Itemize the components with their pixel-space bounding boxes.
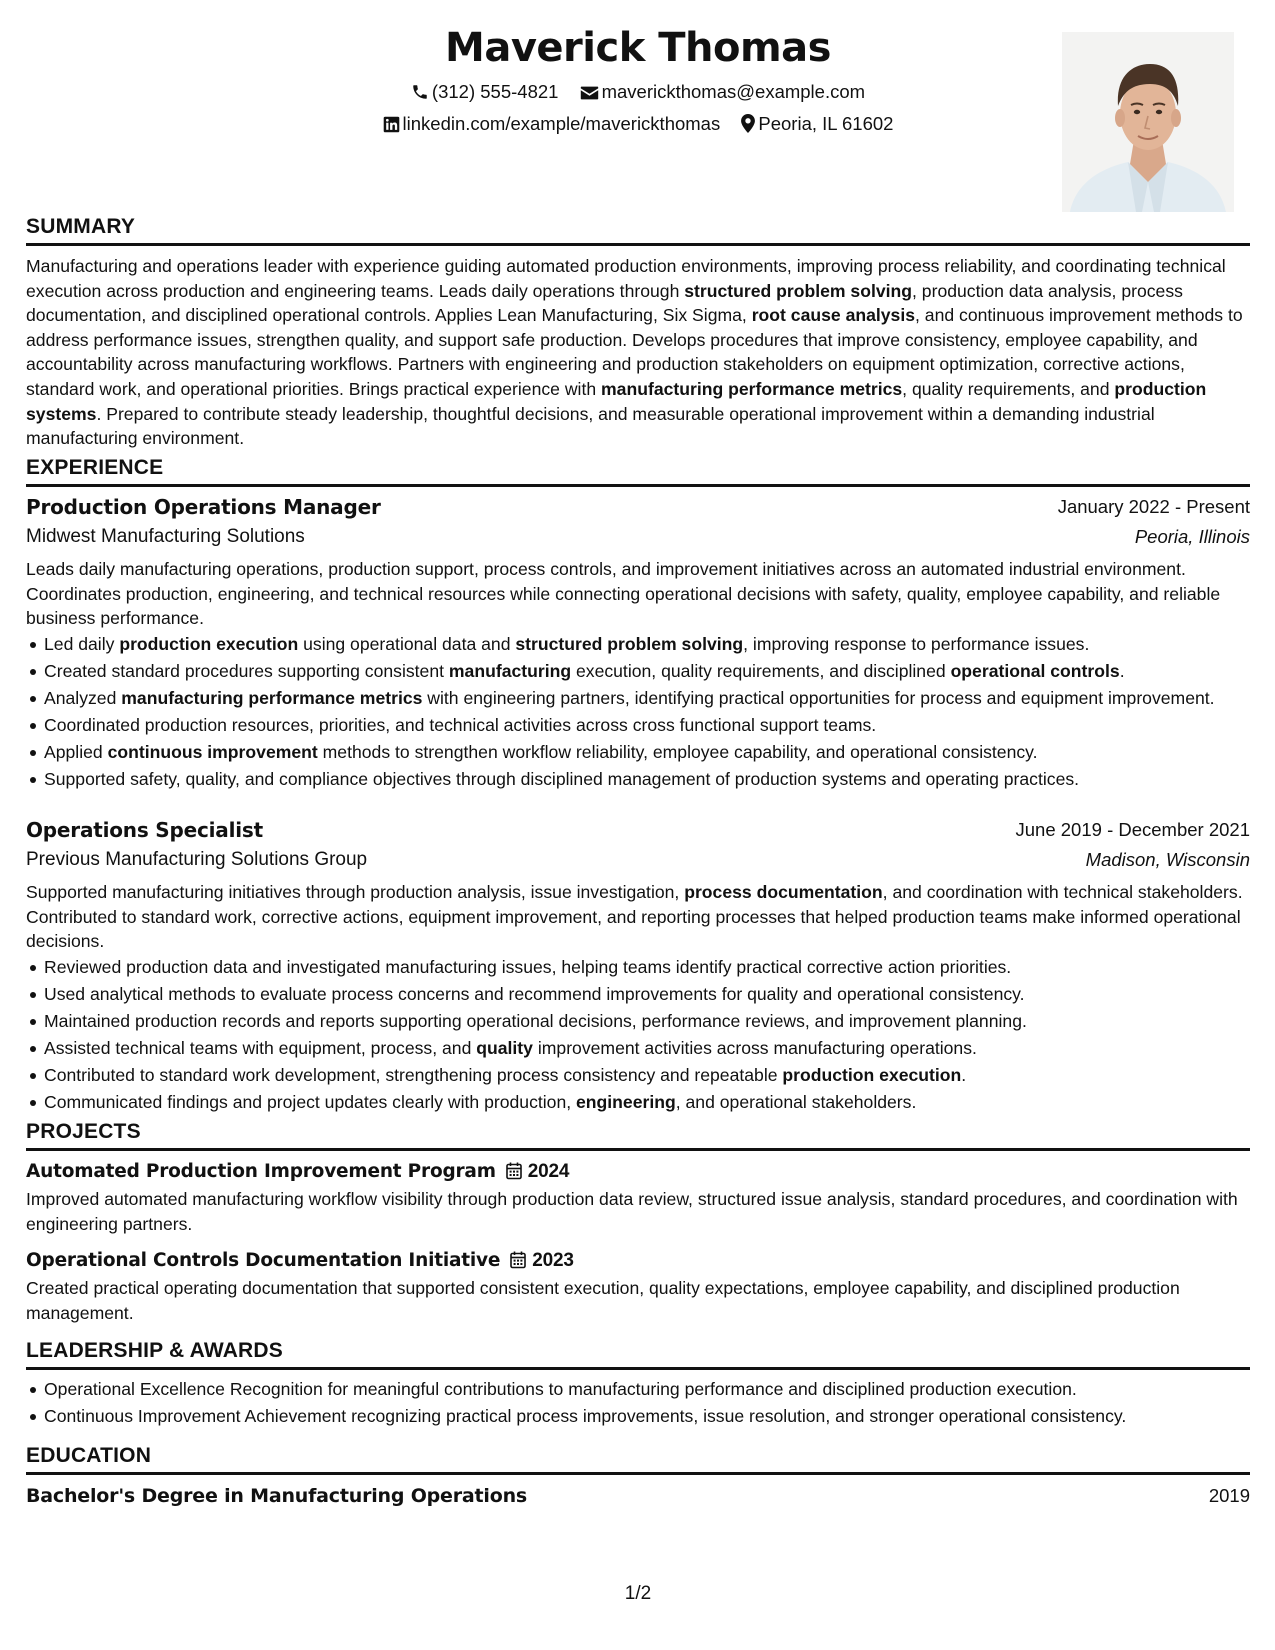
summary-text bbox=[26, 254, 1250, 451]
job-description-text: Supported manufacturing initiatives through production analysis, issue investigation, bbox=[26, 882, 685, 902]
candidate-name: Maverick Thomas bbox=[445, 25, 831, 71]
job-description-keyword: process documentation bbox=[684, 882, 883, 902]
job-location: Madison, Wisconsin bbox=[1085, 849, 1250, 870]
projects-heading: PROJECTS bbox=[26, 1119, 1250, 1151]
email-text: maverickthomas@example.com bbox=[601, 81, 866, 102]
project-description: Improved automated manufacturing workflow visibility through production data review, structured issue analysis, standard procedures, and coordination with engineering partners. bbox=[26, 1189, 1238, 1234]
project-entry bbox=[26, 1247, 1250, 1325]
job-title: Operations Specialist bbox=[26, 818, 263, 842]
graduation-year: 2019 bbox=[1208, 1485, 1250, 1506]
linkedin-icon bbox=[383, 116, 400, 133]
job-dates: January 2022 - Present bbox=[1057, 496, 1250, 517]
location-contact bbox=[741, 112, 893, 136]
calendar-icon bbox=[510, 1251, 526, 1269]
degree-name: Bachelor's Degree in Manufacturing Operations bbox=[26, 1485, 528, 1507]
list-item: Analyzed manufacturing performance metrics with engineering partners, identifying practical opportunities for process and equipment improvement. bbox=[44, 686, 1250, 711]
list-item: Reviewed production data and investigated manufacturing issues, helping teams identify practical corrective action priorities. bbox=[44, 955, 1250, 980]
company-name: Midwest Manufacturing Solutions bbox=[26, 526, 305, 547]
summary-text-segment: , and continuous improvement methods to address performance issues, strengthen quality, and support safe production. Develops procedures that improve consistency, employee capability, and accountability across manufacturing workflows. Partners with engineering and production stakeholders on equipment optimization, corrective actions, standard work, and operational priorities. Brings practical experience with bbox=[26, 305, 1243, 399]
summary-section bbox=[26, 254, 1250, 451]
map-pin-icon bbox=[741, 114, 755, 133]
project-year: 2024 bbox=[527, 1161, 570, 1182]
leadership-heading: LEADERSHIP & AWARDS bbox=[26, 1338, 1250, 1370]
list-item: Maintained production records and reports supporting operational decisions, performance reviews, and improvement planning. bbox=[44, 1009, 1250, 1034]
summary-text-segment: , production data analysis, process documentation, and disciplined operational controls. Applies Lean Manufacturing, Six Sigma, bbox=[26, 280, 1183, 326]
phone-icon bbox=[411, 83, 429, 101]
project-description: Created practical operating documentation that supported consistent execution, quality expectations, employee capability, and disciplined production management. bbox=[26, 1278, 1180, 1323]
summary-text-segment: , quality requirements, and bbox=[902, 378, 1115, 399]
project-name: Operational Controls Documentation Initiative bbox=[26, 1250, 501, 1271]
company-name: Previous Manufacturing Solutions Group bbox=[26, 849, 368, 870]
linkedin-contact[interactable] bbox=[383, 112, 721, 136]
list-item: Contributed to standard work development, strengthening process consistency and repeatable production execution. bbox=[44, 1063, 1250, 1088]
linkedin-text: linkedin.com/example/maverickthomas bbox=[402, 113, 721, 134]
job-description-text: , and coordination with technical stakeholders. Contributed to standard work, corrective actions, equipment improvement, and reporting processes that helped production teams make informed operational decisions. bbox=[26, 882, 1243, 952]
experience-heading: EXPERIENCE bbox=[26, 455, 1250, 487]
list-item: Communicated findings and project updates clearly with production, engineering, and operational stakeholders. bbox=[44, 1090, 1250, 1115]
list-item: Operational Excellence Recognition for meaningful contributions to manufacturing performance and disciplined production execution. bbox=[44, 1377, 1250, 1402]
project-name: Automated Production Improvement Program bbox=[26, 1161, 496, 1182]
project-title bbox=[26, 1247, 1250, 1275]
calendar-icon bbox=[506, 1162, 522, 1180]
summary-keyword: manufacturing performance metrics bbox=[601, 378, 903, 399]
job-location: Peoria, Illinois bbox=[1134, 526, 1250, 547]
phone-contact[interactable] bbox=[411, 80, 559, 104]
leadership-section bbox=[26, 1377, 1250, 1431]
profile-photo bbox=[1062, 32, 1234, 212]
list-item: Led daily production execution using operational data and structured problem solving, improving response to performance issues. bbox=[44, 632, 1250, 657]
summary-keyword: production systems bbox=[26, 378, 1207, 424]
envelope-icon bbox=[580, 85, 599, 101]
project-entry bbox=[26, 1158, 1250, 1236]
location-text: Peoria, IL 61602 bbox=[758, 113, 894, 134]
list-item: Supported safety, quality, and compliance objectives through disciplined management of production systems and operating practices. bbox=[44, 767, 1250, 792]
job-description bbox=[26, 557, 1250, 631]
summary-keyword: structured problem solving bbox=[684, 280, 913, 301]
project-title bbox=[26, 1158, 1250, 1186]
job-bullets bbox=[26, 955, 1250, 1115]
phone-text: (312) 555-4821 bbox=[431, 81, 559, 102]
job-title: Production Operations Manager bbox=[26, 495, 381, 519]
awards-list bbox=[26, 1377, 1250, 1429]
list-item: Continuous Improvement Achievement recognizing practical process improvements, issue resolution, and stronger operational consistency. bbox=[44, 1404, 1250, 1429]
project-year: 2023 bbox=[532, 1250, 574, 1271]
list-item: Applied continuous improvement methods to strengthen workflow reliability, employee capability, and operational consistency. bbox=[44, 740, 1250, 765]
email-contact[interactable] bbox=[580, 80, 865, 104]
list-item: Used analytical methods to evaluate process concerns and recommend improvements for quality and operational consistency. bbox=[44, 982, 1250, 1007]
education-entry bbox=[26, 1482, 1250, 1512]
job-bullets bbox=[26, 632, 1250, 792]
job-entry bbox=[26, 816, 1250, 1117]
summary-text-segment: . Prepared to contribute steady leadership, thoughtful decisions, and measurable operational improvement within a demanding industrial manufacturing environment. bbox=[26, 403, 1155, 449]
job-description bbox=[26, 880, 1250, 954]
resume-page bbox=[26, 0, 1250, 1650]
summary-heading: SUMMARY bbox=[26, 214, 1250, 246]
summary-text-segment: Manufacturing and operations leader with experience guiding automated production environments, improving process reliability, and coordinating technical execution across production and engineering teams. Leads daily operations through bbox=[26, 256, 1226, 301]
job-description-text: Leads daily manufacturing operations, production support, process controls, and improvement initiatives across an automated industrial environment. Coordinates production, engineering, and technical resources while connecting operational decisions with safety, quality, employee capability, and reliable business performance. bbox=[26, 559, 1221, 629]
list-item: Created standard procedures supporting consistent manufacturing execution, quality requirements, and disciplined operational controls. bbox=[44, 659, 1250, 684]
summary-keyword: root cause analysis bbox=[751, 305, 916, 326]
list-item: Coordinated production resources, priorities, and technical activities across cross functional support teams. bbox=[44, 713, 1250, 738]
page-number: 1/2 bbox=[624, 1583, 652, 1604]
education-heading: EDUCATION bbox=[26, 1443, 1250, 1475]
resume-header bbox=[26, 22, 1250, 212]
job-dates: June 2019 - December 2021 bbox=[1015, 819, 1250, 840]
job-entry bbox=[26, 493, 1250, 794]
list-item: Assisted technical teams with equipment, process, and quality improvement activities across manufacturing operations. bbox=[44, 1036, 1250, 1061]
